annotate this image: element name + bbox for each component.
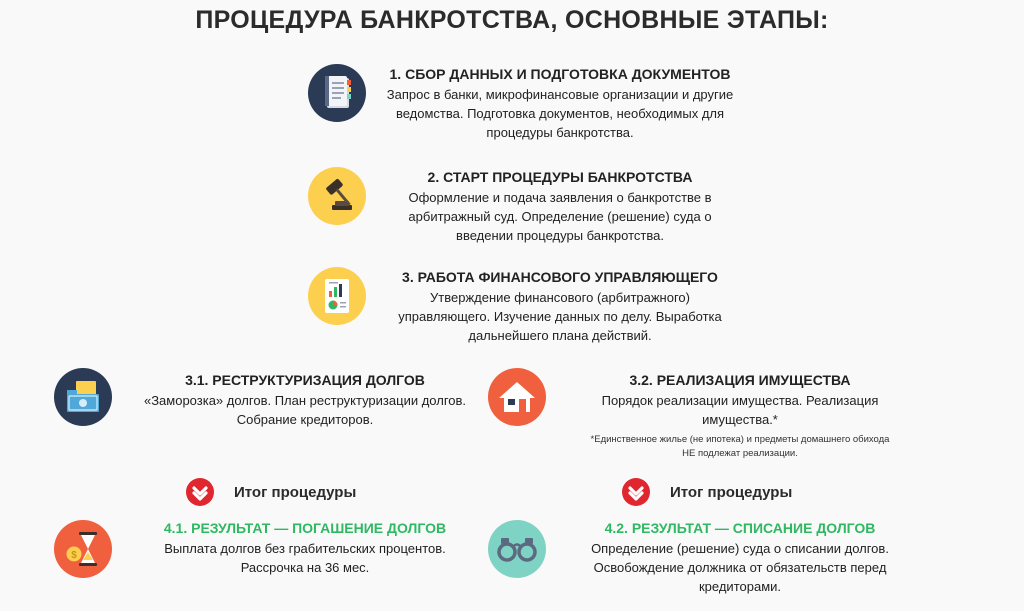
step-text: Порядок реализации имущества. Реализация имущества.* [601,393,879,427]
step-3-1 [110,372,500,429]
step-1 [360,66,760,142]
step-2 [360,169,760,245]
step-heading: 3.2. РЕАЛИЗАЦИЯ ИМУЩЕСТВА [629,372,851,388]
step-text: Запрос в банки, микрофинансовые организации и другие ведомства. Подготовка документов, необходимых для процедуры банкротства. [386,87,734,140]
unlocked-handcuffs-icon [488,520,546,578]
step-heading: 4.2. РЕЗУЛЬТАТ — СПИСАНИЕ ДОЛГОВ [604,520,876,536]
money-stack-icon [54,368,112,426]
gavel-icon [308,167,366,225]
step-text: Оформление и подача заявления о банкротстве в арбитражный суд. Определение (решение) суда о введении процедуры банкротства. [408,190,712,243]
step-text: Определение (решение) суда о списании долгов. Освобождение должника от обязательств перед кредиторами. [591,541,889,594]
step-text: «Заморозка» долгов. План реструктуризации долгов. Собрание кредиторов. [143,393,467,427]
financial-report-icon [308,267,366,325]
step-text: Утверждение финансового (арбитражного) управляющего. Изучение данных по делу. Выработка дальнейшего плана действий. [398,290,722,343]
step-heading: 2. СТАРТ ПРОЦЕДУРЫ БАНКРОТСТВА [427,169,693,185]
result-label: Итог процедуры [234,483,357,501]
step-heading: 3. РАБОТА ФИНАНСОВОГО УПРАВЛЯЮЩЕГО [402,269,718,285]
page-title: ПРОЦЕДУРА БАНКРОТСТВА, ОСНОВНЫЕ ЭТАПЫ: [195,6,829,34]
result-row-left [186,478,356,506]
footnote: *Единственное жилье (не ипотека) и предметы домашнего обихода НЕ подлежат реализации. [590,434,890,459]
step-heading: 4.1. РЕЗУЛЬТАТ — ПОГАШЕНИЕ ДОЛГОВ [163,520,447,536]
step-4-2 [550,520,930,596]
house-icon [488,368,546,426]
hourglass-coin-icon [54,520,112,578]
svg-text:$: $ [71,550,77,561]
chevron-down-icon [622,478,650,506]
result-label: Итог процедуры [670,483,793,501]
step-text: Выплата долгов без грабительских процентов. Рассрочка на 36 мес. [164,541,446,575]
step-heading: 3.1. РЕСТРУКТУРИЗАЦИЯ ДОЛГОВ [185,372,425,388]
chevron-down-icon [186,478,214,506]
document-folder-icon [308,64,366,122]
step-4-1 [110,520,500,577]
step-heading: 1. СБОР ДАННЫХ И ПОДГОТОВКА ДОКУМЕНТОВ [389,66,731,82]
result-row-right [622,478,792,506]
step-3-2 [550,372,930,429]
step-3 [360,269,760,345]
